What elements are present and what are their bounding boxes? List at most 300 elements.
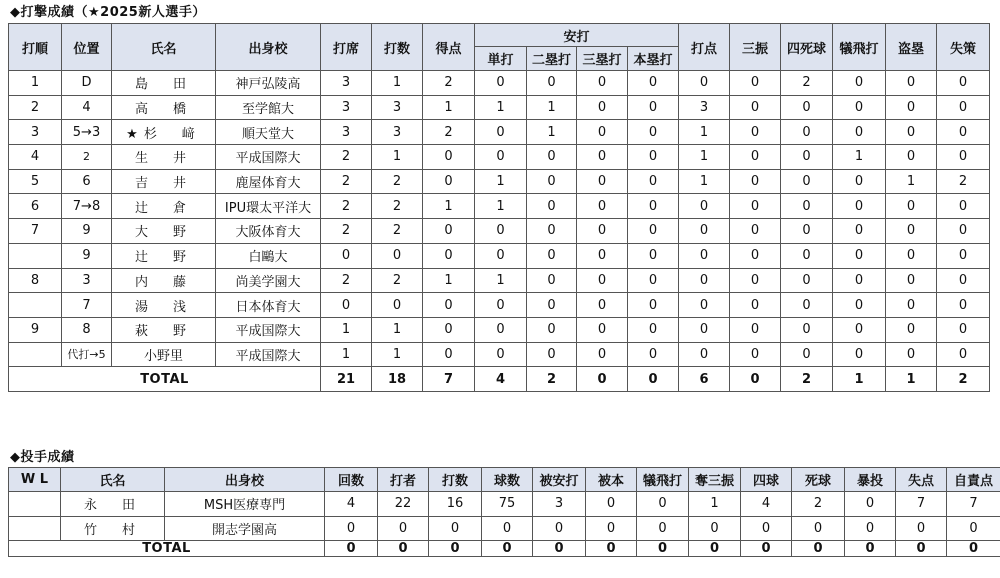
cell-double: 0 <box>527 169 577 194</box>
cell-sb: 0 <box>886 120 937 145</box>
cell-sac: 0 <box>833 317 886 342</box>
cell-name: 辻 倉 <box>112 194 216 219</box>
cell-err: 0 <box>937 268 990 293</box>
cell-runs: 1 <box>423 194 475 219</box>
total-sac: 0 <box>637 541 689 557</box>
total-at-bats: 0 <box>429 541 482 557</box>
cell-position: 9 <box>62 219 112 244</box>
cell-pa: 0 <box>321 293 372 318</box>
cell-rbi: 1 <box>679 169 730 194</box>
cell-pa: 3 <box>321 120 372 145</box>
header-double: 二塁打 <box>527 47 577 71</box>
cell-wl <box>9 492 61 517</box>
cell-sb: 1 <box>886 169 937 194</box>
header-earned-runs: 自責点 <box>947 468 1000 492</box>
cell-double: 0 <box>527 317 577 342</box>
total-so: 0 <box>730 367 781 392</box>
cell-name: 大 野 <box>112 219 216 244</box>
cell-bb-hbp: 0 <box>781 243 833 268</box>
total-strikeouts: 0 <box>689 541 741 557</box>
cell-ab: 1 <box>372 317 423 342</box>
cell-pa: 2 <box>321 194 372 219</box>
total-pa: 21 <box>321 367 372 392</box>
header-school: 出身校 <box>216 24 321 71</box>
cell-ab: 1 <box>372 71 423 96</box>
cell-strikeouts: 0 <box>689 516 741 541</box>
cell-pa: 2 <box>321 169 372 194</box>
table-row <box>9 219 990 244</box>
table-row <box>9 342 990 367</box>
cell-sac: 0 <box>833 95 886 120</box>
header-bb-hbp: 四死球 <box>781 24 833 71</box>
table-row <box>9 268 990 293</box>
cell-double: 0 <box>527 145 577 170</box>
cell-order: 9 <box>9 317 62 342</box>
header-pitches: 球数 <box>482 468 533 492</box>
header-sac: 犠飛打 <box>833 24 886 71</box>
total-ab: 18 <box>372 367 423 392</box>
total-err: 2 <box>937 367 990 392</box>
cell-runs: 0 <box>423 145 475 170</box>
cell-runs: 1 <box>423 268 475 293</box>
header-rbi: 打点 <box>679 24 730 71</box>
batting-table <box>8 23 990 392</box>
cell-err: 0 <box>937 219 990 244</box>
total-wild-pitch: 0 <box>845 541 896 557</box>
header-innings: 回数 <box>325 468 378 492</box>
cell-name: 吉 井 <box>112 169 216 194</box>
cell-sb: 0 <box>886 268 937 293</box>
cell-err: 0 <box>937 95 990 120</box>
cell-position: 6 <box>62 169 112 194</box>
cell-rbi: 0 <box>679 219 730 244</box>
table-row <box>9 145 990 170</box>
cell-order: 3 <box>9 120 62 145</box>
cell-single: 0 <box>475 243 527 268</box>
cell-sb: 0 <box>886 317 937 342</box>
header-sac: 犠飛打 <box>637 468 689 492</box>
cell-so: 0 <box>730 317 781 342</box>
cell-err: 2 <box>937 169 990 194</box>
cell-pa: 1 <box>321 342 372 367</box>
cell-at-bats: 0 <box>429 516 482 541</box>
cell-err: 0 <box>937 120 990 145</box>
total-runs-allowed: 0 <box>896 541 947 557</box>
header-ab: 打数 <box>372 24 423 71</box>
cell-single: 1 <box>475 194 527 219</box>
pitching-section-title: ◆投手成績 <box>10 450 75 465</box>
cell-bb-hbp: 0 <box>781 95 833 120</box>
header-position: 位置 <box>62 24 112 71</box>
cell-so: 0 <box>730 169 781 194</box>
cell-hr: 0 <box>628 194 679 219</box>
header-order: 打順 <box>9 24 62 71</box>
cell-so: 0 <box>730 194 781 219</box>
cell-school: 平成国際大 <box>216 342 321 367</box>
cell-bb-hbp: 0 <box>781 145 833 170</box>
cell-hbp: 0 <box>792 516 845 541</box>
cell-bb-hbp: 0 <box>781 169 833 194</box>
cell-bb-hbp: 0 <box>781 342 833 367</box>
cell-name: ★杉 﨑 <box>112 120 216 145</box>
header-walks: 四球 <box>741 468 792 492</box>
total-hr: 0 <box>628 367 679 392</box>
header-wl: W L <box>9 468 61 492</box>
cell-school: 開志学園高 <box>165 516 325 541</box>
table-row <box>9 492 1000 517</box>
cell-bb-hbp: 0 <box>781 219 833 244</box>
cell-hits-allowed: 3 <box>533 492 586 517</box>
header-wild-pitch: 暴投 <box>845 468 896 492</box>
cell-triple: 0 <box>577 268 628 293</box>
cell-hr: 0 <box>628 293 679 318</box>
header-hits: 安打 <box>475 24 679 47</box>
cell-sb: 0 <box>886 243 937 268</box>
header-name: 氏名 <box>61 468 165 492</box>
cell-so: 0 <box>730 268 781 293</box>
cell-err: 0 <box>937 71 990 96</box>
cell-triple: 0 <box>577 342 628 367</box>
cell-pa: 2 <box>321 219 372 244</box>
cell-sb: 0 <box>886 95 937 120</box>
total-innings: 0 <box>325 541 378 557</box>
total-hr-allowed: 0 <box>586 541 637 557</box>
cell-pa: 2 <box>321 145 372 170</box>
cell-double: 0 <box>527 71 577 96</box>
cell-position: 代打→5 <box>62 342 112 367</box>
cell-ab: 2 <box>372 194 423 219</box>
cell-so: 0 <box>730 293 781 318</box>
cell-rbi: 0 <box>679 317 730 342</box>
cell-order: 8 <box>9 268 62 293</box>
cell-bb-hbp: 0 <box>781 194 833 219</box>
total-hits-allowed: 0 <box>533 541 586 557</box>
cell-triple: 0 <box>577 71 628 96</box>
batting-section-title: ◆打撃成績（★2025新人選手） <box>10 5 206 20</box>
cell-pitches: 0 <box>482 516 533 541</box>
table-row <box>9 120 990 145</box>
cell-runs: 0 <box>423 293 475 318</box>
cell-strikeouts: 1 <box>689 492 741 517</box>
cell-batters-faced: 0 <box>378 516 429 541</box>
batting-total-row <box>9 367 990 392</box>
header-hr-allowed: 被本 <box>586 468 637 492</box>
cell-at-bats: 16 <box>429 492 482 517</box>
total-double: 2 <box>527 367 577 392</box>
cell-bb-hbp: 0 <box>781 120 833 145</box>
cell-double: 0 <box>527 194 577 219</box>
cell-order <box>9 243 62 268</box>
header-batters-faced: 打者 <box>378 468 429 492</box>
cell-position: 7 <box>62 293 112 318</box>
cell-ab: 0 <box>372 293 423 318</box>
cell-err: 0 <box>937 317 990 342</box>
cell-sac: 1 <box>833 145 886 170</box>
cell-order <box>9 293 62 318</box>
cell-school: 順天堂大 <box>216 120 321 145</box>
cell-innings: 0 <box>325 516 378 541</box>
cell-so: 0 <box>730 95 781 120</box>
cell-err: 0 <box>937 342 990 367</box>
cell-ab: 3 <box>372 120 423 145</box>
cell-bb-hbp: 2 <box>781 71 833 96</box>
cell-pa: 0 <box>321 243 372 268</box>
cell-sac: 0 <box>833 219 886 244</box>
cell-sb: 0 <box>886 71 937 96</box>
cell-sac: 0 <box>833 71 886 96</box>
cell-rbi: 0 <box>679 268 730 293</box>
total-label: TOTAL <box>9 367 321 392</box>
header-runs-allowed: 失点 <box>896 468 947 492</box>
cell-batters-faced: 22 <box>378 492 429 517</box>
cell-hr: 0 <box>628 268 679 293</box>
cell-single: 1 <box>475 268 527 293</box>
cell-bb-hbp: 0 <box>781 268 833 293</box>
cell-name: 湯 浅 <box>112 293 216 318</box>
pitching-table <box>8 467 1000 557</box>
cell-sac: 0 <box>833 342 886 367</box>
cell-name: 萩 野 <box>112 317 216 342</box>
cell-pa: 1 <box>321 317 372 342</box>
cell-rbi: 1 <box>679 120 730 145</box>
cell-sac: 0 <box>833 268 886 293</box>
cell-so: 0 <box>730 145 781 170</box>
pitching-total-row <box>9 541 1000 557</box>
cell-position: 5→3 <box>62 120 112 145</box>
cell-err: 0 <box>937 293 990 318</box>
cell-triple: 0 <box>577 293 628 318</box>
cell-double: 1 <box>527 120 577 145</box>
total-pitches: 0 <box>482 541 533 557</box>
cell-runs-allowed: 7 <box>896 492 947 517</box>
cell-earned-runs: 0 <box>947 516 1000 541</box>
cell-triple: 0 <box>577 243 628 268</box>
cell-school: 平成国際大 <box>216 317 321 342</box>
cell-hr: 0 <box>628 342 679 367</box>
header-so: 三振 <box>730 24 781 71</box>
cell-hits-allowed: 0 <box>533 516 586 541</box>
total-sac: 1 <box>833 367 886 392</box>
cell-pa: 3 <box>321 71 372 96</box>
cell-hr: 0 <box>628 145 679 170</box>
cell-school: 大阪体育大 <box>216 219 321 244</box>
cell-ab: 1 <box>372 342 423 367</box>
cell-triple: 0 <box>577 145 628 170</box>
cell-hr: 0 <box>628 317 679 342</box>
cell-hr-allowed: 0 <box>586 516 637 541</box>
cell-school: 神戸弘陵高 <box>216 71 321 96</box>
header-strikeouts: 奪三振 <box>689 468 741 492</box>
cell-order: 1 <box>9 71 62 96</box>
cell-sb: 0 <box>886 342 937 367</box>
cell-runs: 0 <box>423 317 475 342</box>
total-sb: 1 <box>886 367 937 392</box>
header-single: 単打 <box>475 47 527 71</box>
cell-so: 0 <box>730 120 781 145</box>
cell-position: 7→8 <box>62 194 112 219</box>
cell-school: IPU環太平洋大 <box>216 194 321 219</box>
cell-sac: 0 <box>833 169 886 194</box>
cell-walks: 4 <box>741 492 792 517</box>
cell-runs-allowed: 0 <box>896 516 947 541</box>
header-err: 失策 <box>937 24 990 71</box>
cell-single: 0 <box>475 293 527 318</box>
header-at-bats: 打数 <box>429 468 482 492</box>
total-triple: 0 <box>577 367 628 392</box>
cell-ab: 3 <box>372 95 423 120</box>
cell-order: 5 <box>9 169 62 194</box>
cell-runs: 0 <box>423 243 475 268</box>
cell-bb-hbp: 0 <box>781 317 833 342</box>
cell-sac: 0 <box>637 492 689 517</box>
cell-runs: 0 <box>423 342 475 367</box>
header-hbp: 死球 <box>792 468 845 492</box>
cell-triple: 0 <box>577 169 628 194</box>
cell-double: 1 <box>527 95 577 120</box>
cell-ab: 0 <box>372 243 423 268</box>
cell-name: 小野里 <box>112 342 216 367</box>
cell-position: D <box>62 71 112 96</box>
cell-position: 4 <box>62 95 112 120</box>
header-hits-allowed: 被安打 <box>533 468 586 492</box>
table-row <box>9 243 990 268</box>
cell-pa: 2 <box>321 268 372 293</box>
cell-hr: 0 <box>628 71 679 96</box>
cell-school: MSH医療専門 <box>165 492 325 517</box>
cell-order: 4 <box>9 145 62 170</box>
cell-triple: 0 <box>577 95 628 120</box>
header-name: 氏名 <box>112 24 216 71</box>
cell-school: 至学館大 <box>216 95 321 120</box>
table-row <box>9 169 990 194</box>
cell-sb: 0 <box>886 145 937 170</box>
cell-pa: 3 <box>321 95 372 120</box>
cell-ab: 1 <box>372 145 423 170</box>
cell-hr: 0 <box>628 120 679 145</box>
cell-so: 0 <box>730 219 781 244</box>
header-hr: 本塁打 <box>628 47 679 71</box>
cell-so: 0 <box>730 243 781 268</box>
cell-order: 7 <box>9 219 62 244</box>
cell-sac: 0 <box>833 293 886 318</box>
cell-position: 8 <box>62 317 112 342</box>
table-row <box>9 71 990 96</box>
cell-triple: 0 <box>577 120 628 145</box>
cell-rbi: 0 <box>679 243 730 268</box>
cell-rbi: 0 <box>679 293 730 318</box>
total-bb-hbp: 2 <box>781 367 833 392</box>
table-row <box>9 516 1000 541</box>
cell-single: 0 <box>475 120 527 145</box>
cell-sac: 0 <box>833 194 886 219</box>
cell-rbi: 0 <box>679 71 730 96</box>
cell-school: 尚美学園大 <box>216 268 321 293</box>
cell-sac: 0 <box>637 516 689 541</box>
cell-position: 2 <box>62 145 112 170</box>
cell-double: 0 <box>527 293 577 318</box>
cell-double: 0 <box>527 342 577 367</box>
cell-school: 白鷗大 <box>216 243 321 268</box>
header-triple: 三塁打 <box>577 47 628 71</box>
table-row <box>9 293 990 318</box>
cell-ab: 2 <box>372 219 423 244</box>
cell-wl <box>9 516 61 541</box>
cell-walks: 0 <box>741 516 792 541</box>
cell-rbi: 0 <box>679 194 730 219</box>
total-label: TOTAL <box>9 541 325 557</box>
cell-bb-hbp: 0 <box>781 293 833 318</box>
cell-runs: 0 <box>423 169 475 194</box>
cell-rbi: 0 <box>679 342 730 367</box>
cell-so: 0 <box>730 71 781 96</box>
cell-name: 竹 村 <box>61 516 165 541</box>
cell-name: 辻 野 <box>112 243 216 268</box>
cell-hr: 0 <box>628 243 679 268</box>
cell-hbp: 2 <box>792 492 845 517</box>
total-walks: 0 <box>741 541 792 557</box>
cell-wild-pitch: 0 <box>845 516 896 541</box>
cell-wild-pitch: 0 <box>845 492 896 517</box>
cell-hr: 0 <box>628 219 679 244</box>
header-sb: 盗塁 <box>886 24 937 71</box>
cell-sac: 0 <box>833 120 886 145</box>
cell-ab: 2 <box>372 268 423 293</box>
cell-position: 9 <box>62 243 112 268</box>
total-rbi: 6 <box>679 367 730 392</box>
cell-hr: 0 <box>628 95 679 120</box>
cell-err: 0 <box>937 194 990 219</box>
cell-order <box>9 342 62 367</box>
cell-runs: 2 <box>423 71 475 96</box>
cell-single: 1 <box>475 169 527 194</box>
cell-name: 島 田 <box>112 71 216 96</box>
cell-single: 0 <box>475 219 527 244</box>
cell-single: 0 <box>475 71 527 96</box>
cell-err: 0 <box>937 145 990 170</box>
cell-innings: 4 <box>325 492 378 517</box>
cell-so: 0 <box>730 342 781 367</box>
cell-rbi: 1 <box>679 145 730 170</box>
cell-school: 鹿屋体育大 <box>216 169 321 194</box>
cell-name: 生 井 <box>112 145 216 170</box>
cell-runs: 1 <box>423 95 475 120</box>
cell-double: 0 <box>527 243 577 268</box>
cell-runs: 0 <box>423 219 475 244</box>
cell-sb: 0 <box>886 293 937 318</box>
table-row <box>9 95 990 120</box>
cell-triple: 0 <box>577 194 628 219</box>
header-runs: 得点 <box>423 24 475 71</box>
total-earned-runs: 0 <box>947 541 1000 557</box>
cell-hr: 0 <box>628 169 679 194</box>
cell-triple: 0 <box>577 317 628 342</box>
cell-order: 2 <box>9 95 62 120</box>
table-row <box>9 194 990 219</box>
cell-hr-allowed: 0 <box>586 492 637 517</box>
cell-double: 0 <box>527 268 577 293</box>
total-batters-faced: 0 <box>378 541 429 557</box>
cell-sb: 0 <box>886 194 937 219</box>
cell-rbi: 3 <box>679 95 730 120</box>
total-runs: 7 <box>423 367 475 392</box>
cell-single: 0 <box>475 317 527 342</box>
total-single: 4 <box>475 367 527 392</box>
cell-name: 高 橋 <box>112 95 216 120</box>
cell-single: 1 <box>475 95 527 120</box>
cell-position: 3 <box>62 268 112 293</box>
cell-name: 永 田 <box>61 492 165 517</box>
cell-order: 6 <box>9 194 62 219</box>
